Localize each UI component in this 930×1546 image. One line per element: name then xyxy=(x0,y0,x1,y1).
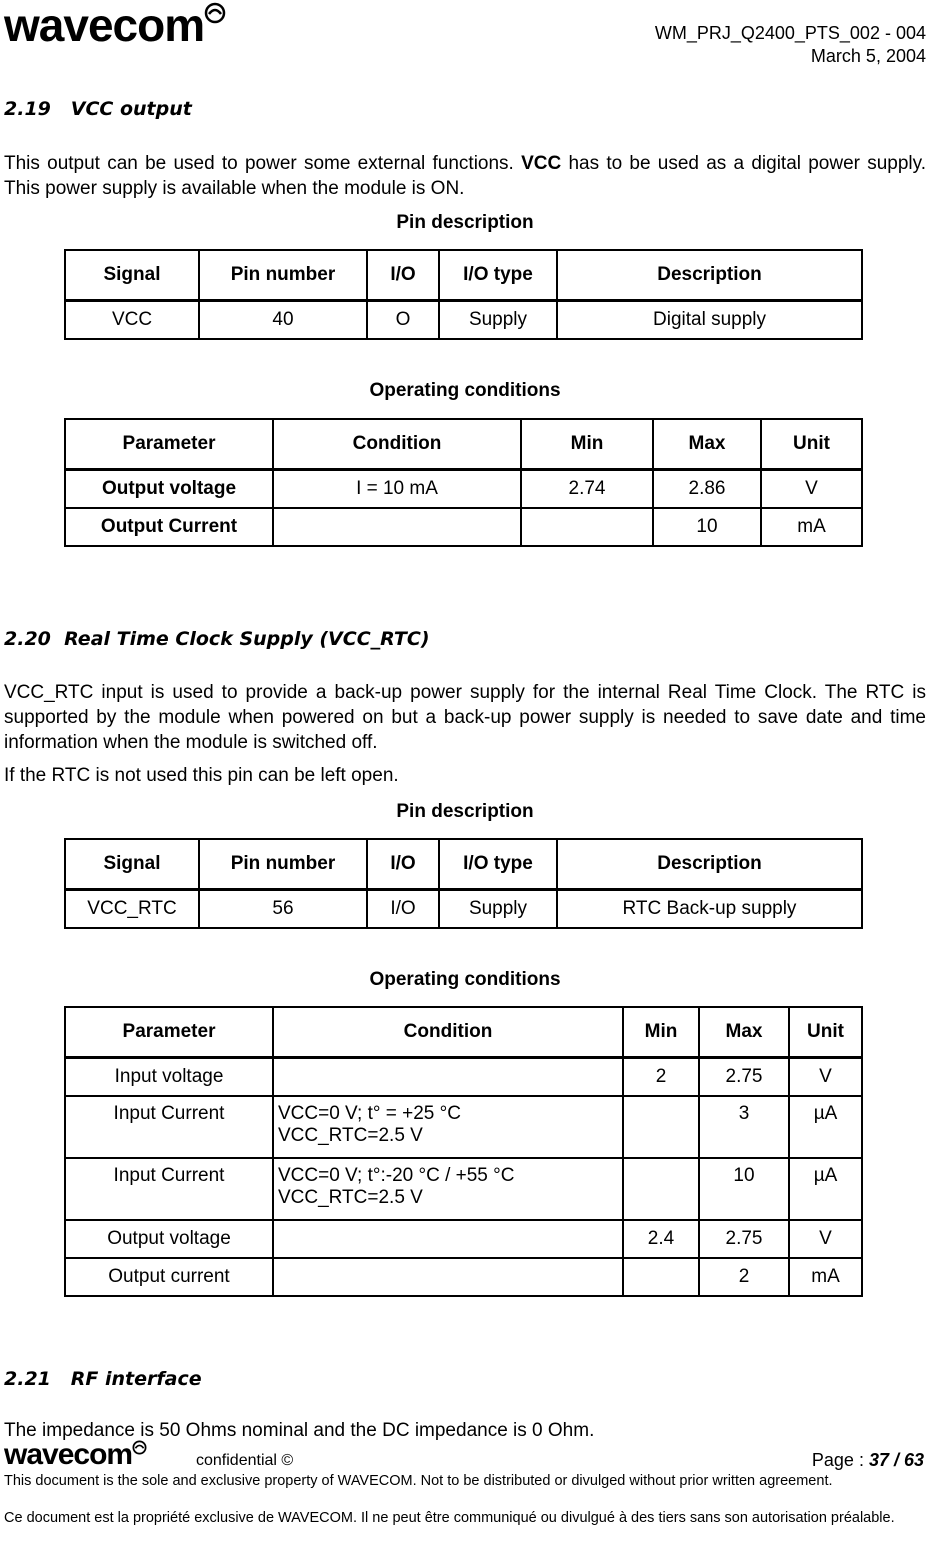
table-cell: Output Current xyxy=(65,508,273,546)
table-cell: V xyxy=(789,1058,862,1097)
doc-ref-number: WM_PRJ_Q2400_PTS_002 - 004 xyxy=(654,23,926,43)
table-cell: 2 xyxy=(623,1058,699,1097)
table-cell: V xyxy=(761,470,862,509)
section-heading-2-21 xyxy=(4,1368,202,1390)
table-header-row xyxy=(65,1007,862,1058)
condition-line: VCC=0 V; t° = +25 °C xyxy=(278,1103,461,1124)
col-header: Parameter xyxy=(65,1007,273,1058)
vcc-pin-table xyxy=(64,249,863,340)
logo-text: wavecom xyxy=(4,0,205,51)
logo-swirl-icon xyxy=(132,1440,147,1455)
section-heading-2-19 xyxy=(4,98,192,120)
section-number: 2.20 xyxy=(4,628,51,650)
rtc-pin-table xyxy=(64,838,863,929)
section-number: 2.19 xyxy=(4,98,51,120)
table-row xyxy=(65,1158,862,1220)
footer-logo xyxy=(4,1440,147,1470)
table-cell: Output current xyxy=(65,1258,273,1296)
table-cell xyxy=(273,1058,623,1097)
table-cell: Input Current xyxy=(65,1096,273,1158)
rtc-paragraph-2: If the RTC is not used this pin can be left open. xyxy=(4,765,399,786)
table-cell: Output voltage xyxy=(65,470,273,509)
rf-paragraph: The impedance is 50 Ohms nominal and the DC impedance is 0 Ohm. xyxy=(4,1420,595,1441)
table-cell: 2.75 xyxy=(699,1220,789,1258)
table-cell: I = 10 mA xyxy=(273,470,521,509)
col-header: Unit xyxy=(761,419,862,470)
condition-line: VCC_RTC=2.5 V xyxy=(278,1125,423,1146)
table-row xyxy=(65,1058,862,1097)
table-cell: µA xyxy=(789,1158,862,1220)
table-cell: I/O xyxy=(367,890,439,929)
table-row xyxy=(65,1096,862,1158)
col-header: I/O type xyxy=(439,250,557,301)
para-bold-vcc: VCC xyxy=(521,153,562,174)
section-title: RF interface xyxy=(70,1368,202,1390)
table-row xyxy=(65,508,862,546)
table-cell: 2.86 xyxy=(653,470,761,509)
vcc-operating-table xyxy=(64,418,863,547)
table-cell xyxy=(273,1258,623,1296)
section-title: VCC output xyxy=(70,98,192,120)
table-cell: 2 xyxy=(699,1258,789,1296)
table-cell: 2.74 xyxy=(521,470,653,509)
disclaimer-fr: Ce document est la propriété exclusive de WAVECOM. Il ne peut être communiqué ou divulgué à des tiers sans son autorisation préalable. xyxy=(4,1510,895,1526)
disclaimer-en: This document is the sole and exclusive property of WAVECOM. Not to be distributed or divulged without prior written agreement. xyxy=(4,1473,833,1489)
vcc-paragraph xyxy=(4,151,926,201)
table-cell: Input Current xyxy=(65,1158,273,1220)
table-cell: V xyxy=(789,1220,862,1258)
col-header: Max xyxy=(699,1007,789,1058)
table-cell: 2.75 xyxy=(699,1058,789,1097)
rtc-paragraph-1: VCC_RTC input is used to provide a back-up power supply for the internal Real Time Clock. The RTC is supported by the module when powered on but a back-up power supply is needed to save date and time information when the module is switched off. xyxy=(4,682,926,753)
table-cell: Input voltage xyxy=(65,1058,273,1097)
table-cell xyxy=(623,1158,699,1220)
table-cell: VCC xyxy=(65,301,199,340)
document-reference xyxy=(655,22,926,68)
section-title: Real Time Clock Supply (VCC_RTC) xyxy=(64,628,430,650)
table-cell xyxy=(273,1096,623,1158)
table-cell: Supply xyxy=(439,301,557,340)
table-row xyxy=(65,470,862,509)
table-cell: RTC Back-up supply xyxy=(557,890,862,929)
rtc-operating-table xyxy=(64,1006,863,1297)
col-header: Unit xyxy=(789,1007,862,1058)
table-cell: O xyxy=(367,301,439,340)
operating-conditions-caption: Operating conditions xyxy=(369,380,561,401)
condition-line: VCC=0 V; t°:-20 °C / +55 °C xyxy=(278,1165,515,1186)
table-cell: 56 xyxy=(199,890,367,929)
table-cell: Output voltage xyxy=(65,1220,273,1258)
pin-description-caption: Pin description xyxy=(396,212,534,233)
col-header: Description xyxy=(557,250,862,301)
para-text: has to be used as a digital power supply. This power supply is available when the module is ON. xyxy=(4,153,927,199)
page-label: Page : xyxy=(811,1450,869,1470)
pin-description-caption: Pin description xyxy=(396,801,534,822)
col-header: Signal xyxy=(65,250,199,301)
table-cell xyxy=(521,508,653,546)
table-header-row xyxy=(65,419,862,470)
condition-line: VCC_RTC=2.5 V xyxy=(278,1187,423,1208)
col-header: Condition xyxy=(273,419,521,470)
table-cell: 10 xyxy=(699,1158,789,1220)
confidential-label: confidential © xyxy=(196,1452,294,1469)
table-cell: 3 xyxy=(699,1096,789,1158)
section-number: 2.21 xyxy=(4,1368,51,1390)
table-header-row xyxy=(65,250,862,301)
table-cell: 2.4 xyxy=(623,1220,699,1258)
col-header: Pin number xyxy=(199,839,367,890)
para-text: This output can be used to power some external functions. xyxy=(4,153,522,174)
table-cell: VCC_RTC xyxy=(65,890,199,929)
operating-conditions-caption: Operating conditions xyxy=(369,969,561,990)
page-number: 37 / 63 xyxy=(868,1450,924,1470)
table-cell: µA xyxy=(789,1096,862,1158)
table-cell: 10 xyxy=(653,508,761,546)
col-header: Pin number xyxy=(199,250,367,301)
table-cell: mA xyxy=(761,508,862,546)
logo-text: wavecom xyxy=(4,1438,133,1471)
table-cell: Supply xyxy=(439,890,557,929)
col-header: Max xyxy=(653,419,761,470)
page-indicator xyxy=(812,1450,924,1471)
table-cell xyxy=(623,1258,699,1296)
col-header: Condition xyxy=(273,1007,623,1058)
table-header-row xyxy=(65,839,862,890)
section-heading-2-20 xyxy=(4,628,430,650)
wavecom-logo xyxy=(4,0,226,51)
table-cell xyxy=(273,1220,623,1258)
doc-date: March 5, 2004 xyxy=(810,46,926,66)
col-header: I/O type xyxy=(439,839,557,890)
col-header: Min xyxy=(623,1007,699,1058)
table-row xyxy=(65,1220,862,1258)
col-header: Min xyxy=(521,419,653,470)
table-cell: Digital supply xyxy=(557,301,862,340)
table-row xyxy=(65,1258,862,1296)
table-cell xyxy=(623,1096,699,1158)
col-header: I/O xyxy=(367,839,439,890)
table-cell xyxy=(273,1158,623,1220)
col-header: Parameter xyxy=(65,419,273,470)
logo-swirl-icon xyxy=(204,2,226,24)
table-cell xyxy=(273,508,521,546)
table-cell: mA xyxy=(789,1258,862,1296)
col-header: Description xyxy=(557,839,862,890)
table-row xyxy=(65,301,862,340)
table-cell: 40 xyxy=(199,301,367,340)
col-header: Signal xyxy=(65,839,199,890)
table-row xyxy=(65,890,862,929)
col-header: I/O xyxy=(367,250,439,301)
